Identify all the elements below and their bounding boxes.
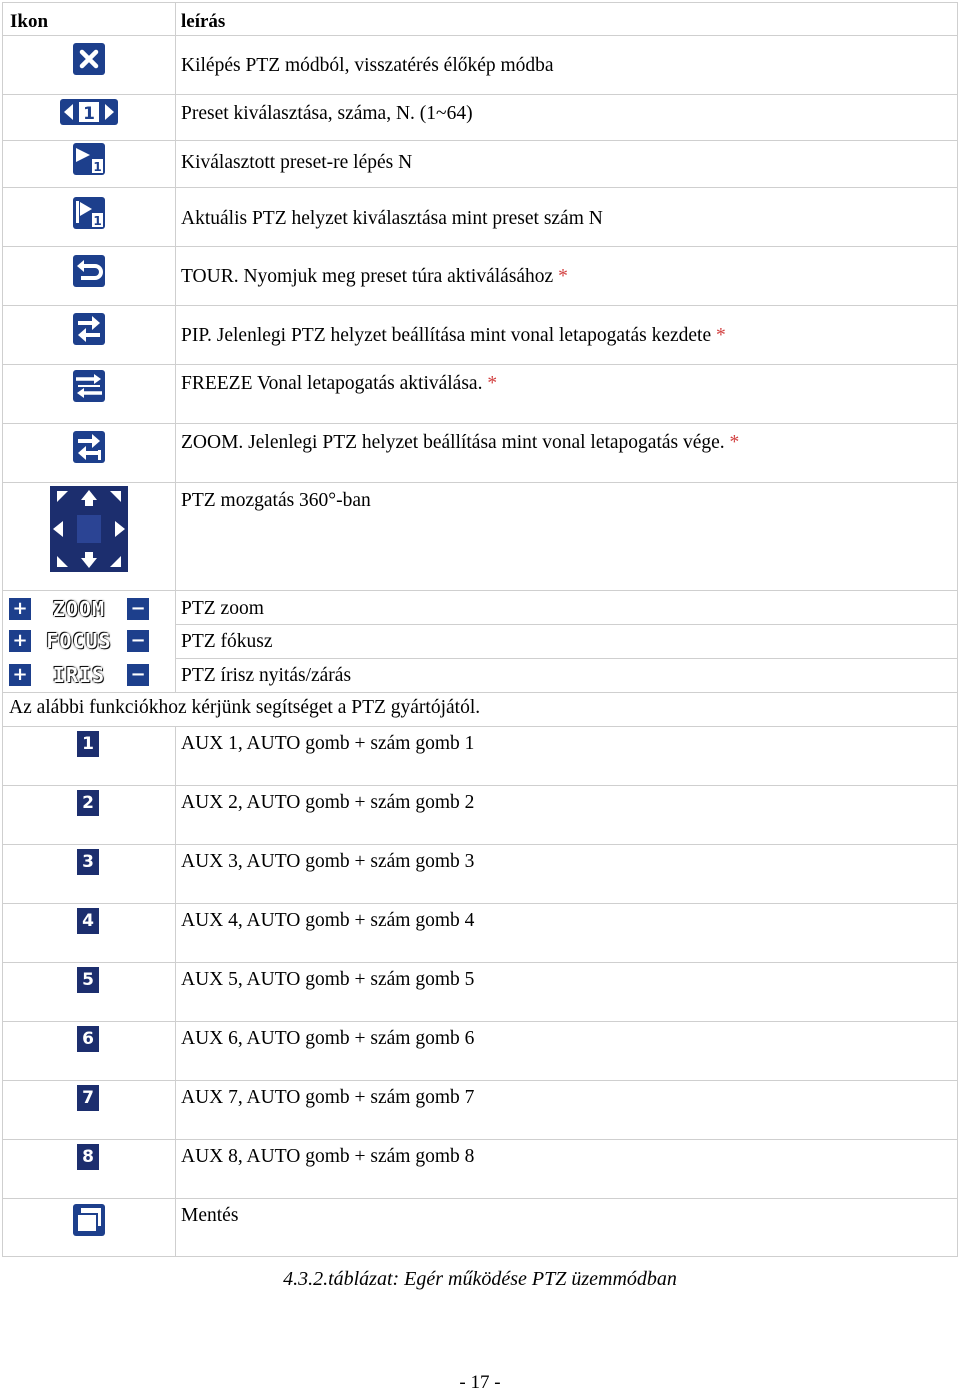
row-description: AUX 5, AUTO gomb + szám gomb 5: [181, 969, 475, 990]
table-row: [3, 659, 958, 693]
iris-control-icon: [9, 662, 149, 688]
row-description: Mentés: [181, 1205, 239, 1226]
row-description: PTZ fókusz: [181, 631, 273, 652]
asterisk-mark: *: [716, 325, 726, 346]
row-description: Kiválasztott preset-re lépés N: [181, 152, 413, 173]
svg-text:1: 1: [83, 104, 95, 124]
aux-5-icon: 5: [77, 967, 99, 993]
table-row: [3, 365, 958, 424]
table-row: [3, 845, 958, 904]
table-row: [3, 963, 958, 1022]
table-header-row: [3, 3, 958, 36]
row-description: ZOOM. Jelenlegi PTZ helyzet beállítása mint vonal letapogatás vége.: [181, 432, 725, 453]
freeze-icon: [72, 369, 106, 403]
table-row: [3, 727, 958, 786]
table-row: [3, 36, 958, 95]
icon-column-header: Ikon: [3, 3, 176, 36]
row-description: AUX 2, AUTO gomb + szám gomb 2: [181, 792, 475, 813]
page-number: - 17 -: [459, 1372, 501, 1393]
plus-icon: +: [9, 630, 31, 652]
close-icon: [72, 42, 106, 76]
row-description: PTZ írisz nyitás/zárás: [181, 665, 352, 686]
row-description: PTZ zoom: [181, 598, 264, 619]
row-description: AUX 8, AUTO gomb + szám gomb 8: [181, 1146, 475, 1167]
table-row: [3, 424, 958, 483]
aux-1-icon: 1: [77, 731, 99, 757]
table-row: [3, 188, 958, 247]
aux-6-icon: 6: [77, 1026, 99, 1052]
table-row: [3, 904, 958, 963]
minus-icon: −: [127, 630, 149, 652]
aux-2-icon: 2: [77, 790, 99, 816]
row-description: PIP. Jelenlegi PTZ helyzet beállítása mint vonal letapogatás kezdete: [181, 325, 712, 346]
description-column-header: leírás: [176, 3, 958, 36]
row-description: TOUR. Nyomjuk meg preset túra aktiválásához: [181, 266, 554, 287]
table-caption: 4.3.2.táblázat: Egér működése PTZ üzemmódban: [283, 1268, 677, 1290]
aux-4-icon: 4: [77, 908, 99, 934]
preset-select-icon: [60, 99, 118, 125]
ptz-icon-table: [2, 2, 958, 1257]
asterisk-mark: *: [729, 432, 740, 453]
pip-icon: [72, 312, 106, 346]
asterisk-mark: *: [558, 266, 568, 287]
table-row: [3, 1022, 958, 1081]
table-row: [3, 591, 958, 625]
row-description: AUX 4, AUTO gomb + szám gomb 4: [181, 910, 475, 931]
table-row: [3, 625, 958, 659]
row-description: AUX 1, AUTO gomb + szám gomb 1: [181, 733, 475, 754]
table-row: [3, 786, 958, 845]
table-row: [3, 95, 958, 141]
plus-icon: +: [9, 664, 31, 686]
minus-icon: −: [127, 598, 149, 620]
row-description: AUX 7, AUTO gomb + szám gomb 7: [181, 1087, 475, 1108]
aux-note: Az alábbi funkciókhoz kérjünk segítséget a PTZ gyártójától.: [3, 693, 958, 727]
row-description: Preset kiválasztása, száma, N. (1~64): [181, 103, 473, 124]
table-row: [3, 483, 958, 591]
iris-label: IRIS: [52, 662, 106, 687]
zoom-control-icon: [9, 596, 149, 622]
minus-icon: −: [127, 664, 149, 686]
goto-preset-icon: [72, 142, 106, 176]
save-icon: [72, 1203, 106, 1237]
table-row: [3, 1140, 958, 1199]
table-row: [3, 1081, 958, 1140]
table-row: [3, 693, 958, 727]
row-description: Aktuális PTZ helyzet kiválasztása mint preset szám N: [181, 208, 603, 229]
plus-icon: +: [9, 598, 31, 620]
aux-3-icon: 3: [77, 849, 99, 875]
row-description: Kilépés PTZ módból, visszatérés élőkép módba: [181, 55, 554, 76]
table-row: [3, 306, 958, 365]
focus-label: FOCUS: [46, 628, 112, 653]
svg-text:1: 1: [93, 214, 102, 228]
svg-text:1: 1: [93, 160, 102, 174]
row-description: AUX 3, AUTO gomb + szám gomb 3: [181, 851, 475, 872]
tour-icon: [72, 254, 106, 288]
aux-8-icon: 8: [77, 1144, 99, 1170]
direction-pad-icon: [50, 486, 128, 572]
focus-control-icon: [9, 628, 149, 654]
aux-7-icon: 7: [77, 1085, 99, 1111]
zoom-end-icon: [72, 430, 106, 464]
row-description: PTZ mozgatás 360°-ban: [181, 490, 371, 511]
asterisk-mark: *: [487, 373, 498, 394]
set-preset-icon: [72, 196, 106, 230]
row-description: AUX 6, AUTO gomb + szám gomb 6: [181, 1028, 475, 1049]
zoom-label: ZOOM: [52, 597, 106, 621]
table-row: [3, 1199, 958, 1257]
table-row: [3, 247, 958, 306]
table-row: [3, 141, 958, 188]
row-description: FREEZE Vonal letapogatás aktiválása.: [181, 373, 483, 394]
